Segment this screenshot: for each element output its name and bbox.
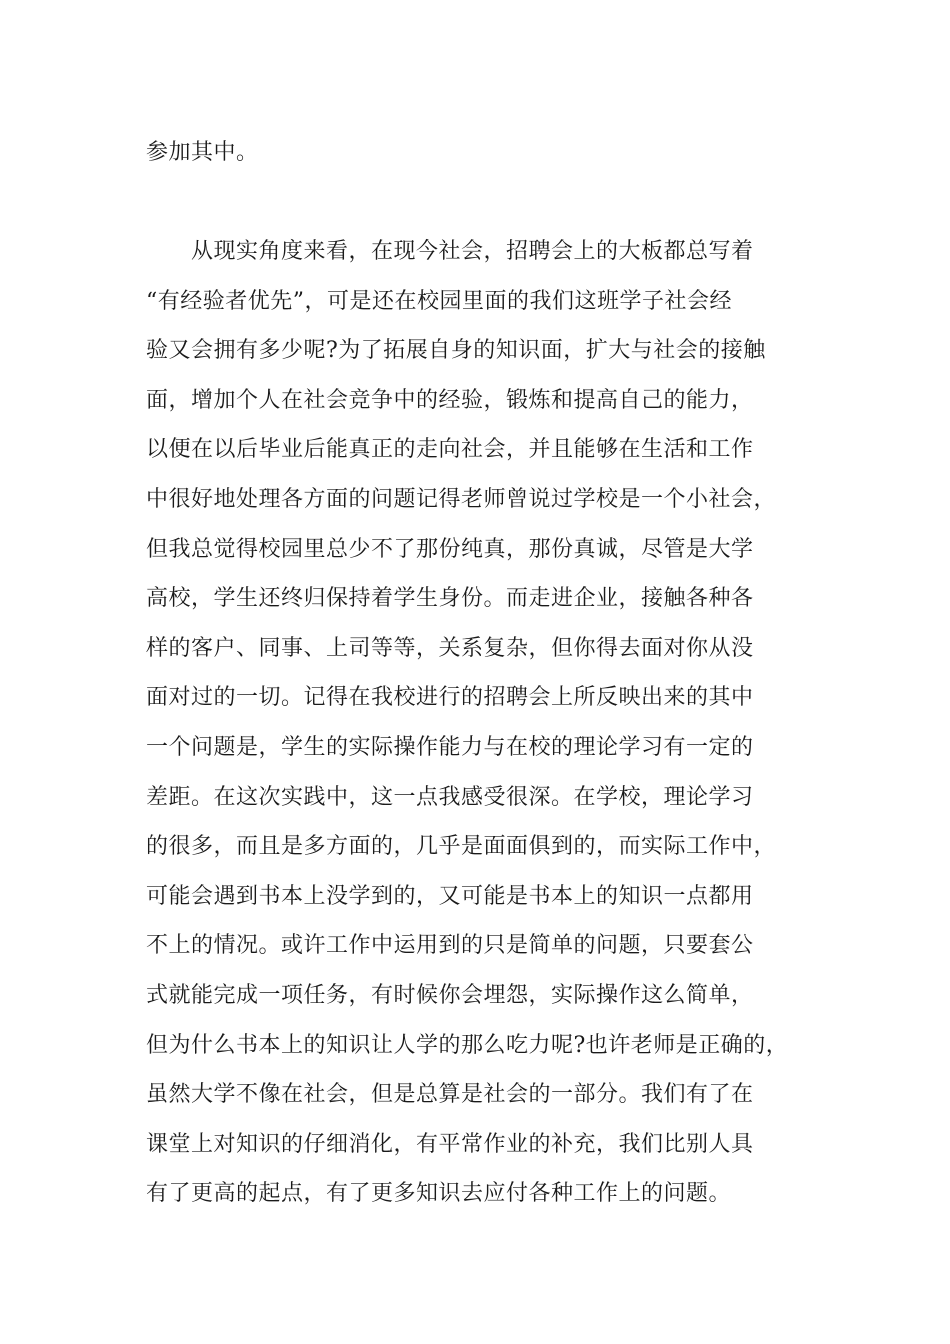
text-line: 从现实角度来看，在现今社会，招聘会上的大板都总写着 [146, 239, 754, 264]
text-line: “有经验者优先”，可是还在校园里面的我们这班学子社会经 [146, 288, 732, 314]
text-line: 高校，学生还终归保持着学生身份。而走进企业，接触各种各 [146, 586, 754, 612]
text-line: 不上的情况。或许工作中运用到的只是简单的问题，只要套公 [146, 933, 754, 959]
text-line: 以便在以后毕业后能真正的走向社会，并且能够在生活和工作 [146, 437, 754, 463]
text-line: 但我总觉得校园里总少不了那份纯真，那份真诚，尽管是大学 [146, 536, 754, 562]
text-line: 参加其中。 [146, 140, 259, 165]
paragraph-main [146, 227, 836, 1219]
text-line: 差距。在这次实践中，这一点我感受很深。在学校，理论学习 [146, 784, 754, 810]
text-line: 验又会拥有多少呢?为了拓展自身的知识面，扩大与社会的接触 [146, 338, 766, 364]
text-line: 式就能完成一项任务，有时候你会埋怨，实际操作这么简单， [146, 982, 754, 1008]
text-line: 但为什么书本上的知识让人学的那么吃力呢?也许老师是正确的， [146, 1032, 789, 1058]
text-line: 中很好地处理各方面的问题记得老师曾说过学校是一个小社会， [146, 486, 777, 512]
text-line: 一个问题是，学生的实际操作能力与在校的理论学习有一定的 [146, 734, 754, 760]
text-line: 有了更高的起点，有了更多知识去应付各种工作上的问题。 [146, 1181, 732, 1207]
text-line: 的很多，而且是多方面的，几乎是面面俱到的，而实际工作中， [146, 834, 777, 860]
text-line: 面，增加个人在社会竞争中的经验，锻炼和提高自己的能力， [146, 387, 754, 413]
text-line: 课堂上对知识的仔细消化，有平常作业的补充，我们比别人具 [146, 1131, 754, 1157]
text-line: 可能会遇到书本上没学到的，又可能是书本上的知识一点都用 [146, 883, 754, 909]
text-line: 虽然大学不像在社会，但是总算是社会的一部分。我们有了在 [146, 1082, 754, 1108]
text-line: 样的客户、同事、上司等等，关系复杂，但你得去面对你从没 [146, 635, 754, 661]
paragraph-continuation [146, 128, 836, 178]
text-line: 面对过的一切。记得在我校进行的招聘会上所反映出来的其中 [146, 685, 754, 711]
